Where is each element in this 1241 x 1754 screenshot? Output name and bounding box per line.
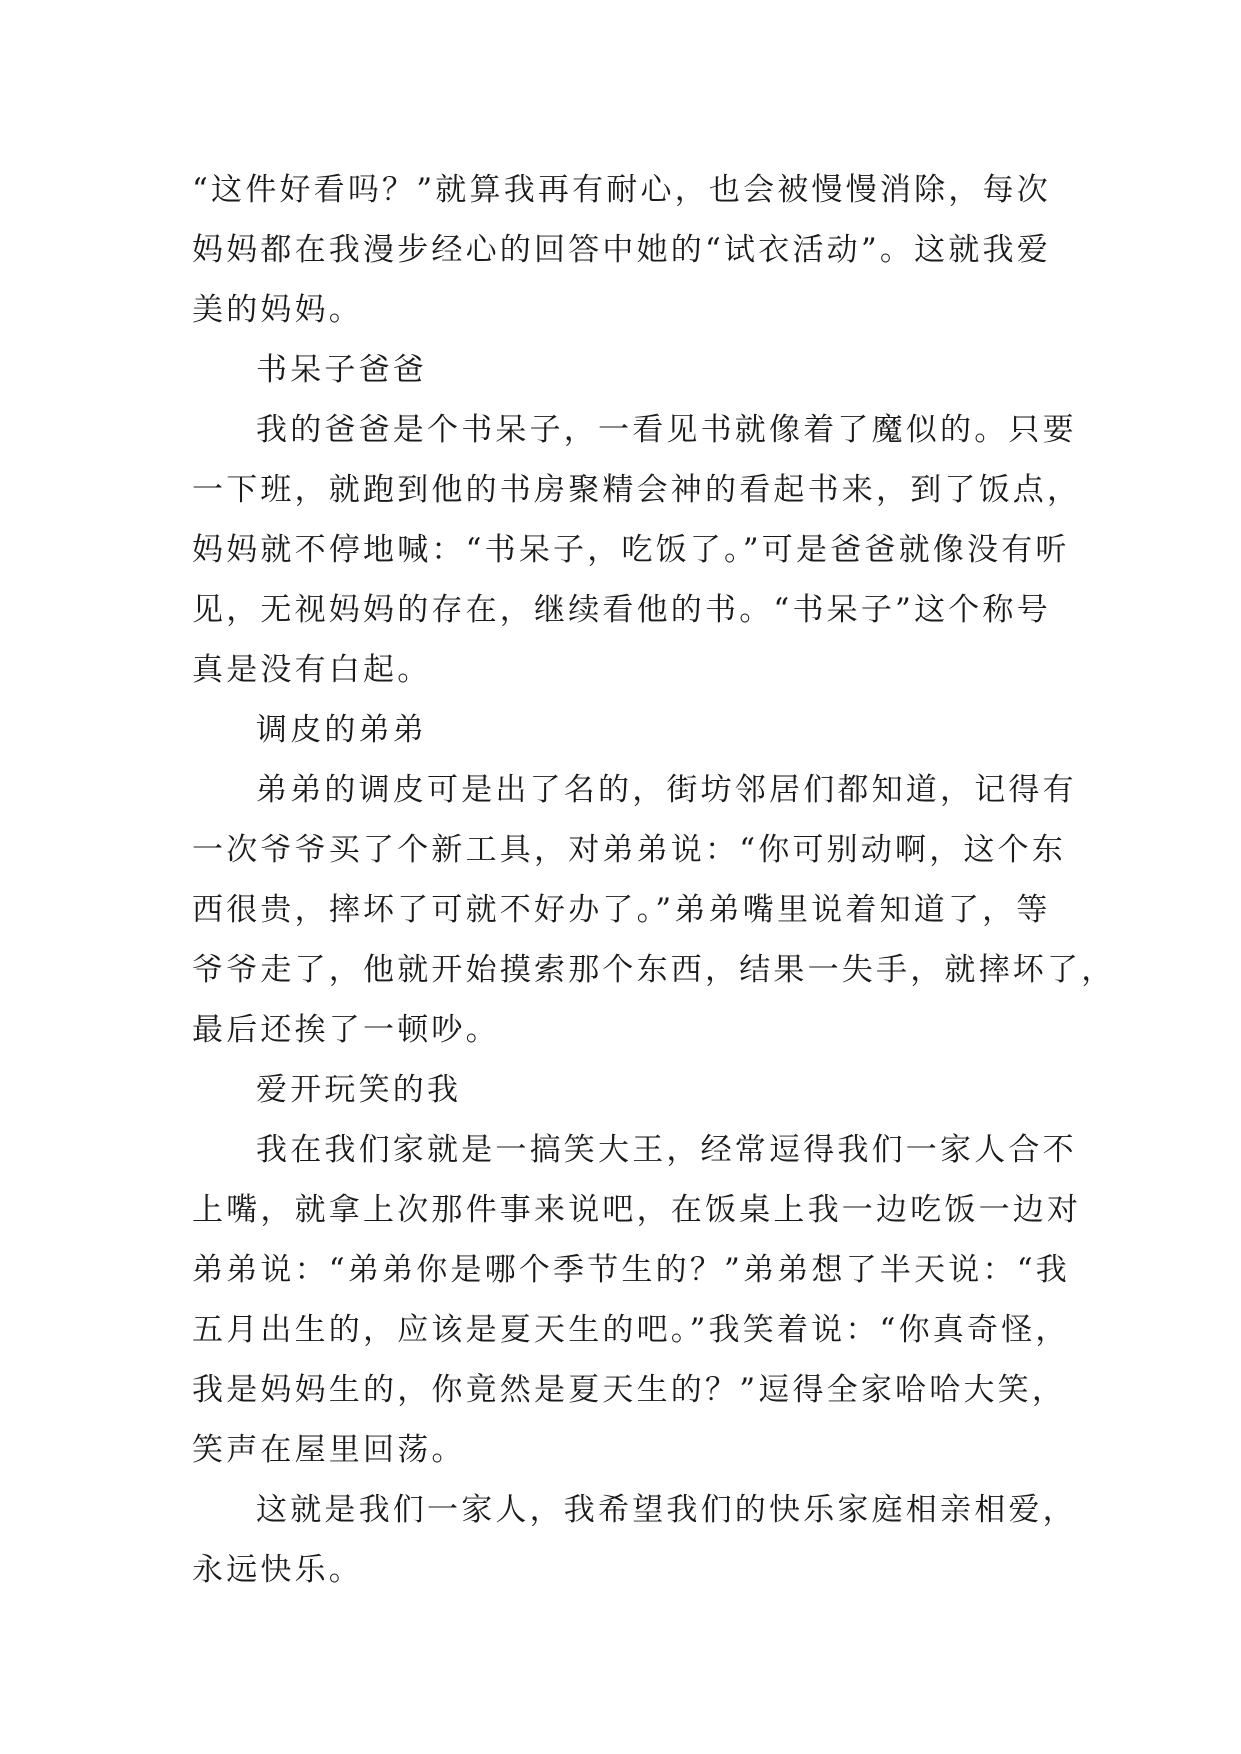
text-line: 一次爷爷买了个新工具，对弟弟说：“你可别动啊，这个东 [192, 832, 1067, 868]
text-line: 爷爷走了，他就开始摸索那个东西，结果一失手，就摔坏了， [192, 952, 1116, 988]
text-line: 弟弟说：“弟弟你是哪个季节生的？”弟弟想了半天说：“我 [192, 1252, 1070, 1288]
text-line: “这件好看吗？”就算我再有耐心，也会被慢慢消除，每次 [192, 172, 1051, 208]
text-line: 妈妈都在我漫步经心的回答中她的“试衣活动”。这就我爱 [192, 232, 1051, 268]
text-line: 弟弟的调皮可是出了名的，街坊邻居们都知道，记得有 [256, 772, 1077, 808]
text-line: 见，无视妈妈的存在，继续看他的书。“书呆子”这个称号 [192, 592, 1051, 628]
text-line: 永远快乐。 [192, 1552, 363, 1588]
text-line: 最后还挨了一顿吵。 [192, 1012, 500, 1048]
text-line: 美的妈妈。 [192, 292, 363, 328]
section-heading-naughty-brother: 调皮的弟弟 [256, 712, 427, 748]
text-line: 我的爸爸是个书呆子，一看见书就像着了魔似的。只要 [256, 412, 1077, 448]
text-line: 一下班，就跑到他的书房聚精会神的看起书来，到了饭点， [192, 472, 1082, 508]
section-heading-bookworm-dad: 书呆子爸爸 [256, 352, 427, 388]
text-line: 真是没有白起。 [192, 652, 432, 688]
text-line: 西很贵，摔坏了可就不好办了。”弟弟嘴里说着知道了，等 [192, 892, 1051, 928]
section-heading-joking-me: 爱开玩笑的我 [256, 1072, 462, 1108]
text-line: 上嘴，就拿上次那件事来说吧，在饭桌上我一边吃饭一边对 [192, 1192, 1082, 1228]
text-line: 妈妈就不停地喊：“书呆子，吃饭了。”可是爸爸就像没有听 [192, 532, 1070, 568]
text-line: 五月出生的，应该是夏天生的吧。”我笑着说：“你真奇怪， [192, 1312, 1070, 1348]
text-line: 我是妈妈生的，你竟然是夏天生的？”逗得全家哈哈大笑， [192, 1372, 1067, 1408]
text-line: 我在我们家就是一搞笑大王，经常逗得我们一家人合不 [256, 1132, 1077, 1168]
document-page [192, 160, 1116, 1600]
text-line: 笑声在屋里回荡。 [192, 1432, 466, 1468]
text-line: 这就是我们一家人，我希望我们的快乐家庭相亲相爱， [256, 1492, 1077, 1528]
